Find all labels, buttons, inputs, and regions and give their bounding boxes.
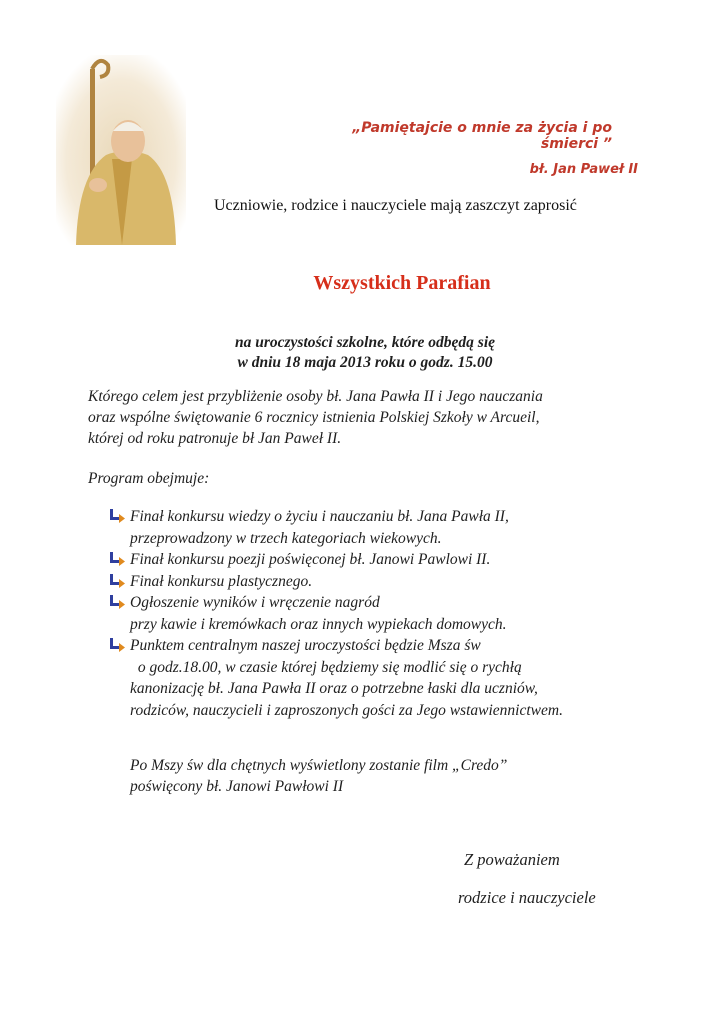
pope-portrait-image: [56, 55, 186, 245]
signature: rodzice i nauczyciele: [458, 888, 596, 907]
purpose-paragraph: [88, 386, 648, 449]
program-list: [107, 506, 627, 721]
list-item: [107, 635, 627, 721]
after-mass-paragraph: [130, 755, 610, 797]
list-item: [107, 571, 627, 593]
after-mass-line-2: poświęcony bł. Janowi Pawłowi II: [130, 778, 344, 795]
program-item-1-line-2: przeprowadzony w trzech kategoriach wiekowych.: [130, 529, 442, 547]
arrow-down-right-icon: [107, 574, 125, 589]
program-item-4-line-1: Ogłoszenie wyników i wręczenie nagród: [130, 594, 380, 611]
after-mass-line-1: Po Mszy św dla chętnych wyświetlony zostanie film „Credo”: [130, 757, 508, 774]
quote-author: bł. Jan Paweł II: [529, 162, 638, 177]
program-title: Program obejmuje:: [88, 470, 210, 487]
arrow-down-right-icon: [107, 595, 125, 610]
invitation-line: Uczniowie, rodzice i nauczyciele mają zaszczyt zaprosić: [214, 197, 577, 214]
purpose-line-3: której od roku patronuje bł Jan Paweł II.: [88, 430, 342, 447]
program-item-5-line-1: Punktem centralnym naszej uroczystości będzie Msza św: [130, 637, 481, 654]
program-item-5-line-3: kanonizację bł. Jana Pawła II oraz o potrzebne łaski dla uczniów,: [130, 680, 538, 697]
list-item: [107, 592, 627, 635]
arrow-down-right-icon: [107, 509, 125, 524]
quote-text: „Pamiętajcie o mnie za życia i po śmierci ”: [352, 120, 612, 152]
program-item-4-line-2: przy kawie i kremówkach oraz innych wypiekach domowych.: [130, 615, 507, 633]
event-details: [200, 333, 530, 373]
program-item-5-line-4: rodziców, nauczycieli i zaproszonych gości za Jego wstawiennictwem.: [130, 701, 563, 719]
arrow-down-right-icon: [107, 638, 125, 653]
purpose-line-2: oraz wspólne świętowanie 6 rocznicy istnienia Polskiej Szkoły w Arcueil,: [88, 409, 540, 426]
program-item-3-line-1: Finał konkursu plastycznego.: [130, 572, 313, 590]
event-line-2: w dniu 18 maja 2013 roku o godz. 15.00: [237, 354, 493, 371]
headline: Wszystkich Parafian: [313, 272, 491, 294]
purpose-line-1: Którego celem jest przybliżenie osoby bł. Jana Pawła II i Jego nauczania: [88, 388, 543, 405]
program-item-1-line-1: Finał konkursu wiedzy o życiu i nauczaniu bł. Jana Pawła II,: [130, 508, 509, 525]
list-item: [107, 549, 627, 571]
program-item-2-line-1: Finał konkursu poezji poświęconej bł. Janowi Pawlowi II.: [130, 551, 491, 568]
event-line-1: na uroczystości szkolne, które odbędą się: [234, 334, 496, 351]
arrow-down-right-icon: [107, 552, 125, 567]
closing-greeting: Z poważaniem: [464, 850, 560, 869]
list-item: [107, 506, 627, 549]
program-item-5-line-2: o godz.18.00, w czasie której będziemy się modlić się o rychłą: [134, 658, 522, 676]
